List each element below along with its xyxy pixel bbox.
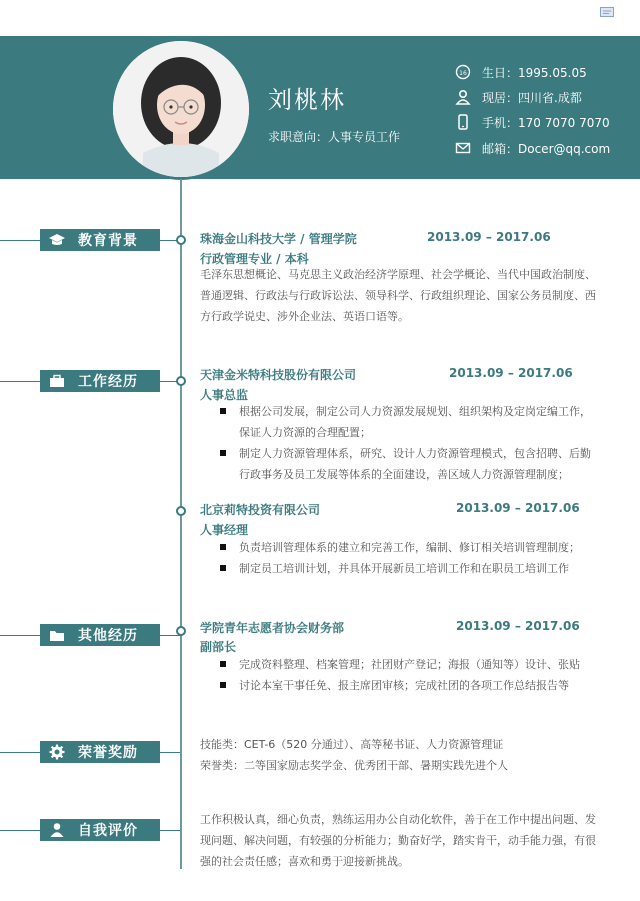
edu-school: 珠海金山科技大学 / 管理学院 <box>200 232 357 246</box>
list-item: 根据公司发展，制定公司人力资源发展规划、组织架构及定岗定编工作， 保证人力资源的合理配置； <box>220 401 615 443</box>
list-item: 讨论本室干事任免、报主席团审核；完成社团的各项工作总结报告等 <box>220 675 615 696</box>
list-item: 制定员工培训计划，并具体开展新员工培训工作和在职员工培训工作 <box>220 558 615 579</box>
work-1-company: 天津金米特科技股份有限公司 <box>200 368 357 382</box>
job-intent: 求职意向：人事专员工作 <box>268 130 401 144</box>
work-1-role: 人事总监 <box>200 388 249 402</box>
bullet-square <box>220 661 226 667</box>
graduation-cap-icon <box>40 233 74 247</box>
bullet-square <box>220 544 226 550</box>
phone-icon <box>454 113 472 131</box>
bullet-square <box>220 408 226 414</box>
birthday-icon <box>454 63 472 81</box>
mail-icon <box>454 139 472 157</box>
self-evaluation: 工作积极认真，细心负责，熟练运用办公自动化软件，善于在工作中提出问题、发 现问题、解决问题，有较强的分析能力；勤奋好学，踏实肯干，动手能力强，有很 强的社会责任感；喜欢和勇于迎接新挑战。 <box>200 813 596 868</box>
list-item: 制定人力资源管理体系，研究、设计人力资源管理模式，包含招聘、后勤 行政事务及员工发展等体系的全面建设，善区域人力资源管理制度； <box>220 443 615 485</box>
contact-phone: 手机：170 7070 7070 <box>454 113 610 131</box>
contact-birthday: 16 生日：1995.05.05 <box>454 63 587 81</box>
list-item: 负责培训管理体系的建立和完善工作，编制、修订相关培训管理制度； <box>220 537 615 558</box>
other-date: 2013.09 – 2017.06 <box>456 619 580 633</box>
work-2-date: 2013.09 – 2017.06 <box>456 501 580 515</box>
timeline-dot <box>176 626 186 636</box>
work-1-date: 2013.09 – 2017.06 <box>449 366 573 380</box>
work-2-role: 人事经理 <box>200 523 249 537</box>
list-item: 完成资料整理、档案管理；社团财产登记；海报（通知等）设计、张贴 <box>220 654 615 675</box>
section-honors-header: 荣誉奖励 <box>40 741 160 763</box>
contact-email: 邮箱：Docer@qq.com <box>454 139 610 157</box>
gear-icon <box>40 744 74 760</box>
other-role: 副部长 <box>200 640 237 654</box>
other-org: 学院青年志愿者协会财务部 <box>200 621 345 635</box>
honors-list: 技能类：CET-6（520 分通过）、高等秘书证、人力资源管理证 荣誉类：二等国家励志奖学金、优秀团干部、暑期实践先进个人 <box>200 738 508 772</box>
work-2-company: 北京莉特投资有限公司 <box>200 503 321 517</box>
timeline-dot <box>176 376 186 386</box>
timeline-dot <box>176 235 186 245</box>
document-icon <box>600 2 614 12</box>
edu-date: 2013.09 – 2017.06 <box>427 230 551 244</box>
section-education-header: 教育背景 <box>40 229 160 251</box>
folder-icon <box>40 629 74 642</box>
bullet-square <box>220 682 226 688</box>
edu-courses: 毛泽东思想概论、马克思主义政治经济学原理、社会学概论、当代中国政治制度、 普通逻辑、行政法与行政诉讼法、领导科学、行政组织理论、国家公务员制度、西 方行政学说史、涉外企业法、英语口语等。 <box>200 268 596 323</box>
section-self-header: 自我评价 <box>40 819 160 841</box>
contact-location: 现居：四川省.成都 <box>454 88 582 106</box>
bullet-square <box>220 450 226 456</box>
bullet-square <box>220 565 226 571</box>
briefcase-icon <box>40 374 74 388</box>
candidate-name: 刘桃林 <box>268 86 346 114</box>
person-icon <box>40 822 74 838</box>
svg-text:16: 16 <box>459 70 467 77</box>
section-other-header: 其他经历 <box>40 624 160 646</box>
edu-major: 行政管理专业 / 本科 <box>200 252 309 266</box>
location-icon <box>454 88 472 106</box>
avatar <box>110 38 252 180</box>
timeline-line <box>180 179 182 869</box>
timeline-dot <box>176 506 186 516</box>
section-work-header: 工作经历 <box>40 370 160 392</box>
